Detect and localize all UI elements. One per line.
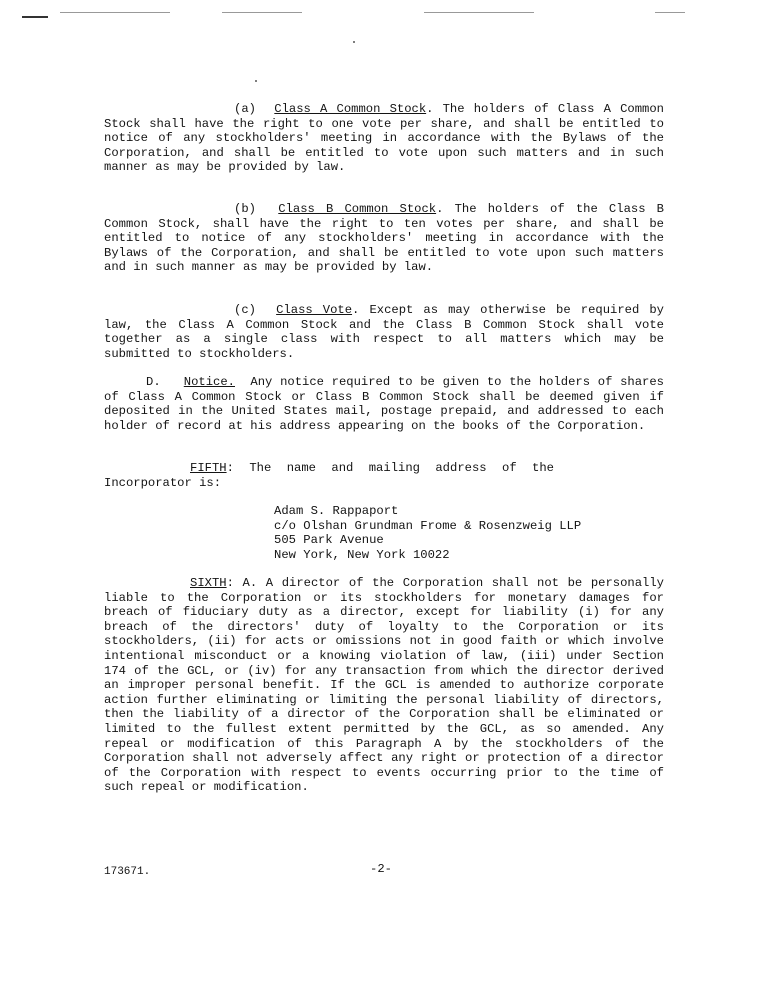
section-c-heading: Class Vote bbox=[276, 303, 353, 317]
section-c-paragraph bbox=[104, 303, 664, 361]
sixth-paragraph bbox=[104, 576, 664, 795]
section-a-label: (a) bbox=[234, 102, 256, 116]
section-d-label: D. bbox=[146, 375, 161, 389]
section-d-text: Any notice required to be given to the holders of shares of Class A Common Stock or Class B Common Stock shall be deemed given if deposited in the United States mail, postage prepaid, and addressed to each holder of record at his address appearing on the books of the Corporation. bbox=[104, 375, 664, 433]
section-b-paragraph bbox=[104, 202, 664, 275]
address-line-name: Adam S. Rappaport bbox=[274, 504, 399, 518]
section-a-paragraph bbox=[104, 102, 664, 175]
address-line-street: 505 Park Avenue bbox=[274, 533, 384, 548]
page-number: -2- bbox=[370, 862, 392, 876]
section-a-text: . The holders of Class A Common Stock shall have the right to one vote per share, and shall be entitled to notice of any stockholders' meeting in accordance with the Bylaws of the Corporation, and shall be entitled to vote upon such matters and in such manner as may be provided by law. bbox=[104, 102, 664, 175]
section-d-paragraph bbox=[104, 375, 664, 433]
section-d-heading: Notice. bbox=[183, 375, 235, 389]
section-b-heading: Class B Common Stock bbox=[278, 202, 437, 216]
section-a-heading: Class A Common Stock bbox=[274, 102, 427, 116]
address-line-firm: c/o Olshan Grundman Frome & Rosenzweig LLP bbox=[274, 518, 582, 533]
incorporator-address bbox=[274, 504, 694, 562]
document-number: 173671. bbox=[104, 866, 151, 878]
fifth-text: : The name and mailing address of the Incorporator is: bbox=[104, 461, 554, 490]
section-c-label: (c) bbox=[234, 303, 256, 317]
fifth-heading: FIFTH bbox=[190, 461, 227, 475]
sixth-heading: SIXTH bbox=[190, 576, 227, 590]
section-b-label: (b) bbox=[234, 202, 256, 216]
fifth-paragraph bbox=[104, 461, 554, 490]
address-line-city: New York, New York 10022 bbox=[274, 547, 450, 562]
section-c-text: . Except as may otherwise be required by law, the Class A Common Stock and the Class B Common Stock shall vote together as a single class with respect to all matters which may be submitted to stockholders. bbox=[104, 303, 664, 361]
section-b-text: . The holders of the Class B Common Stock, shall have the right to ten votes per share, and shall be entitled to notice of any stockholders' meeting in accordance with the Bylaws of the Corporation, and shall be entitled to vote upon such matters and in such manner as may be provided by law. bbox=[104, 202, 664, 275]
sixth-text: : A. A director of the Corporation shall not be personally liable to the Corporation or its stockholders for monetary damages for breach of fiduciary duty as a director, except for liability (i) for any breach of the directors' duty of loyalty to the Corporation or its stockholders, (ii) for acts or omissions not in good faith or which involve intentional misconduct or a knowing violation of law, (iii) under Section 174 of the GCL, or (iv) for any transaction from which the director derived an improper personal benefit. If the GCL is amended to authorize corporate action further eliminating or limiting the personal liability of directors, then the liability of a director of the Corporation shall be eliminated or limited to the fullest extent permitted by the GCL, as so amended. Any repeal or modification of this Paragraph A by the stockholders of the Corporation shall not adversely affect any right or protection of a director of the Corporation with respect to events occurring prior to the time of such repeal or modification. bbox=[104, 576, 664, 795]
